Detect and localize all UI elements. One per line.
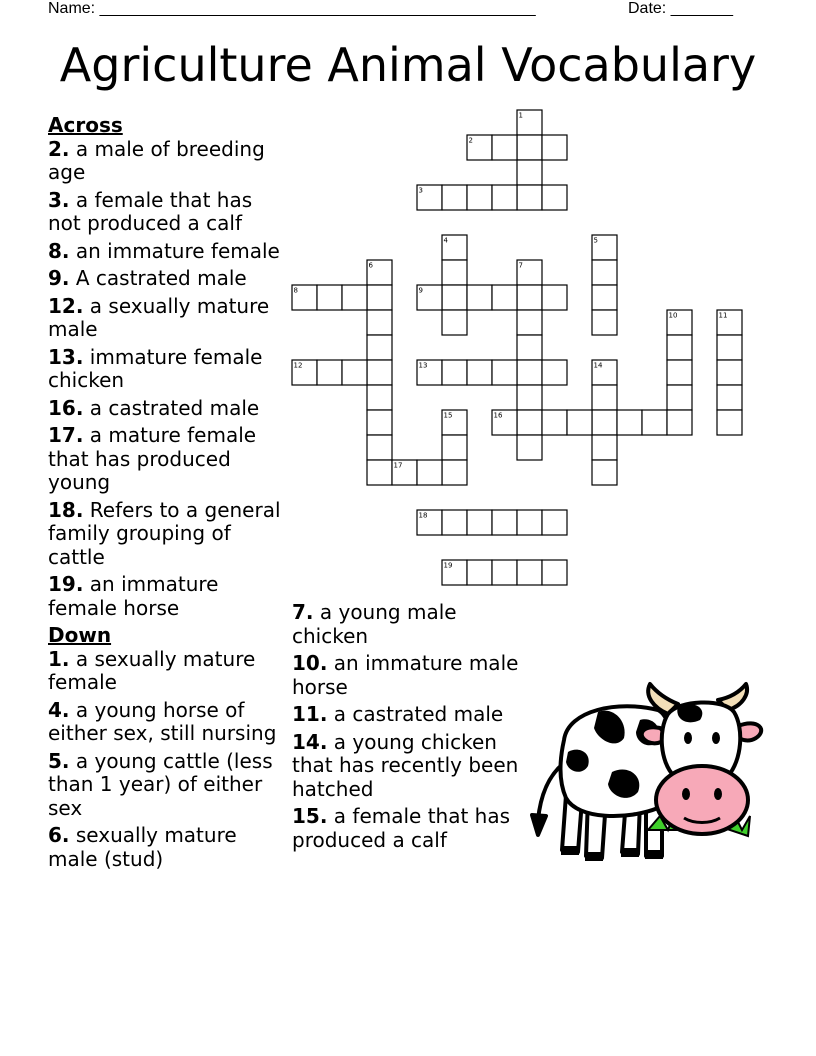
cow-illustration [528, 680, 770, 870]
grid-cell[interactable] [517, 510, 542, 535]
grid-cell[interactable] [592, 385, 617, 410]
clue-number: 5. [48, 748, 70, 773]
clue-text: immature female chicken [48, 344, 263, 392]
clue-text: a male of breeding age [48, 136, 265, 184]
clue-text: a castrated male [327, 702, 504, 726]
grid-cell[interactable] [317, 360, 342, 385]
grid-cell[interactable] [442, 185, 467, 210]
grid-cell[interactable] [442, 310, 467, 335]
grid-cell[interactable] [592, 435, 617, 460]
grid-number: 10 [668, 311, 678, 320]
grid-cell[interactable] [467, 185, 492, 210]
grid-cell[interactable] [367, 360, 392, 385]
clue-text: a mature female that has produced young [48, 423, 257, 494]
grid-cell[interactable] [342, 360, 367, 385]
grid-cell[interactable] [542, 360, 567, 385]
down-clue-list-continued [292, 601, 532, 852]
grid-cell[interactable] [367, 335, 392, 360]
page-title: Agriculture Animal Vocabulary [59, 38, 757, 92]
clue-item [48, 346, 284, 393]
grid-cell[interactable] [717, 385, 742, 410]
grid-cell[interactable] [592, 460, 617, 485]
grid-cell[interactable] [542, 285, 567, 310]
grid-cell[interactable] [467, 510, 492, 535]
clue-text: a young male chicken [292, 600, 457, 648]
grid-cell[interactable] [617, 410, 642, 435]
grid-cell[interactable] [667, 335, 692, 360]
clue-number: 6. [48, 823, 70, 847]
grid-cell[interactable] [517, 310, 542, 335]
grid-cell[interactable] [442, 360, 467, 385]
grid-cell[interactable] [467, 285, 492, 310]
grid-cell[interactable] [492, 285, 517, 310]
clue-text: a castrated male [83, 395, 260, 420]
clue-item [292, 601, 532, 648]
date-field-label: Date: _______ [628, 0, 733, 17]
grid-cell[interactable] [542, 510, 567, 535]
clue-item [48, 295, 284, 342]
clue-number: 19. [48, 572, 84, 596]
clue-item [48, 824, 284, 871]
grid-cell[interactable] [542, 135, 567, 160]
grid-cell[interactable] [517, 135, 542, 160]
clue-number: 8. [48, 238, 70, 263]
grid-number: 7 [518, 261, 523, 270]
clue-number: 14. [292, 729, 328, 754]
clues-column-left [48, 114, 284, 875]
grid-cell[interactable] [717, 360, 742, 385]
grid-cell[interactable] [592, 310, 617, 335]
clue-item [48, 189, 284, 236]
across-clue-list [48, 138, 284, 621]
clue-text: an immature female [69, 238, 280, 263]
grid-number: 17 [393, 461, 403, 470]
grid-cell[interactable] [592, 260, 617, 285]
grid-cell[interactable] [417, 460, 442, 485]
grid-cell[interactable] [317, 285, 342, 310]
clue-item [48, 397, 284, 421]
grid-cell[interactable] [517, 360, 542, 385]
grid-number: 13 [418, 361, 428, 370]
clue-number: 17. [48, 423, 84, 447]
clue-text: sexually mature male (stud) [48, 823, 237, 871]
grid-cell[interactable] [442, 260, 467, 285]
clue-text: a young chicken that has recently been hatched [292, 729, 519, 801]
grid-cell[interactable] [492, 560, 517, 585]
clue-text: a young cattle (less than 1 year) of either sex [48, 748, 273, 820]
grid-cell[interactable] [517, 410, 542, 435]
grid-cell[interactable] [542, 410, 567, 435]
grid-cell[interactable] [717, 410, 742, 435]
clue-item [48, 424, 284, 495]
grid-cell[interactable] [492, 185, 517, 210]
grid-cell[interactable] [517, 160, 542, 185]
clue-text: a sexually mature male [48, 293, 270, 341]
grid-cell[interactable] [492, 510, 517, 535]
clue-text: an immature male horse [292, 651, 519, 699]
grid-cell[interactable] [367, 285, 392, 310]
grid-cell[interactable] [642, 410, 667, 435]
grid-cell[interactable] [442, 460, 467, 485]
clue-item [48, 750, 284, 821]
clue-number: 11. [292, 702, 328, 726]
grid-number: 1 [518, 111, 523, 120]
grid-cell[interactable] [492, 360, 517, 385]
grid-cell[interactable] [367, 435, 392, 460]
clues-column-right [292, 601, 532, 856]
clue-number: 9. [48, 266, 70, 290]
clue-item [48, 699, 284, 746]
grid-cell[interactable] [367, 460, 392, 485]
grid-number: 5 [593, 236, 598, 245]
grid-number: 16 [493, 411, 503, 420]
grid-number: 3 [418, 186, 423, 195]
clue-text: an immature female horse [48, 572, 219, 620]
clue-item [48, 573, 284, 620]
clue-text: Refers to a general family grouping of cattle [48, 497, 281, 569]
grid-number: 8 [293, 286, 298, 295]
grid-cell[interactable] [342, 285, 367, 310]
grid-cell[interactable] [467, 560, 492, 585]
grid-cell[interactable] [542, 560, 567, 585]
grid-cell[interactable] [592, 410, 617, 435]
grid-number: 6 [368, 261, 373, 270]
clue-number: 10. [292, 651, 328, 675]
clue-item [48, 240, 284, 264]
clue-number: 4. [48, 697, 70, 722]
grid-cell[interactable] [667, 360, 692, 385]
grid-number: 2 [468, 136, 473, 145]
grid-number: 14 [593, 361, 603, 370]
grid-number: 11 [718, 311, 728, 320]
clue-item [292, 652, 532, 699]
clue-text: a sexually mature female [48, 646, 256, 694]
across-heading: Across [48, 113, 123, 137]
grid-number: 15 [443, 411, 453, 420]
clue-item [292, 805, 532, 852]
grid-cell[interactable] [542, 185, 567, 210]
clue-number: 2. [48, 136, 70, 161]
grid-cell[interactable] [667, 410, 692, 435]
clue-number: 7. [292, 600, 314, 624]
grid-number: 4 [443, 236, 448, 245]
grid-number: 18 [418, 511, 428, 520]
grid-cell[interactable] [717, 335, 742, 360]
clue-number: 16. [48, 395, 84, 420]
clue-text: a female that has produced a calf [292, 804, 511, 852]
grid-cell[interactable] [467, 360, 492, 385]
grid-cell[interactable] [442, 435, 467, 460]
clue-item [48, 138, 284, 185]
grid-cell[interactable] [667, 385, 692, 410]
grid-cell[interactable] [367, 410, 392, 435]
grid-number: 9 [418, 286, 423, 295]
clue-number: 18. [48, 497, 84, 522]
clue-text: A castrated male [69, 266, 247, 290]
grid-cell[interactable] [517, 435, 542, 460]
clue-number: 13. [48, 344, 84, 369]
grid-cell[interactable] [567, 410, 592, 435]
clue-number: 1. [48, 646, 70, 671]
down-heading: Down [48, 623, 112, 647]
clue-text: a female that has not produced a calf [48, 187, 253, 235]
clue-item [292, 731, 532, 802]
clue-item [48, 499, 284, 570]
clue-item [292, 703, 532, 727]
grid-cell[interactable] [517, 385, 542, 410]
clue-item [48, 267, 284, 291]
name-field-label: Name: _________________________________________________ [48, 0, 536, 17]
clue-text: a young horse of either sex, still nursing [48, 697, 277, 745]
grid-cell[interactable] [442, 285, 467, 310]
grid-cell[interactable] [492, 135, 517, 160]
grid-cell[interactable] [592, 285, 617, 310]
grid-cell[interactable] [517, 285, 542, 310]
clue-number: 3. [48, 187, 70, 212]
down-clue-list [48, 648, 284, 872]
clue-number: 12. [48, 293, 84, 318]
grid-number: 19 [443, 561, 453, 570]
grid-cell[interactable] [517, 335, 542, 360]
grid-number: 12 [293, 361, 303, 370]
grid-cell[interactable] [367, 385, 392, 410]
grid-cell[interactable] [517, 560, 542, 585]
clue-number: 15. [292, 804, 328, 828]
grid-cell[interactable] [367, 310, 392, 335]
clue-item [48, 648, 284, 695]
grid-cell[interactable] [442, 510, 467, 535]
grid-cell[interactable] [517, 185, 542, 210]
